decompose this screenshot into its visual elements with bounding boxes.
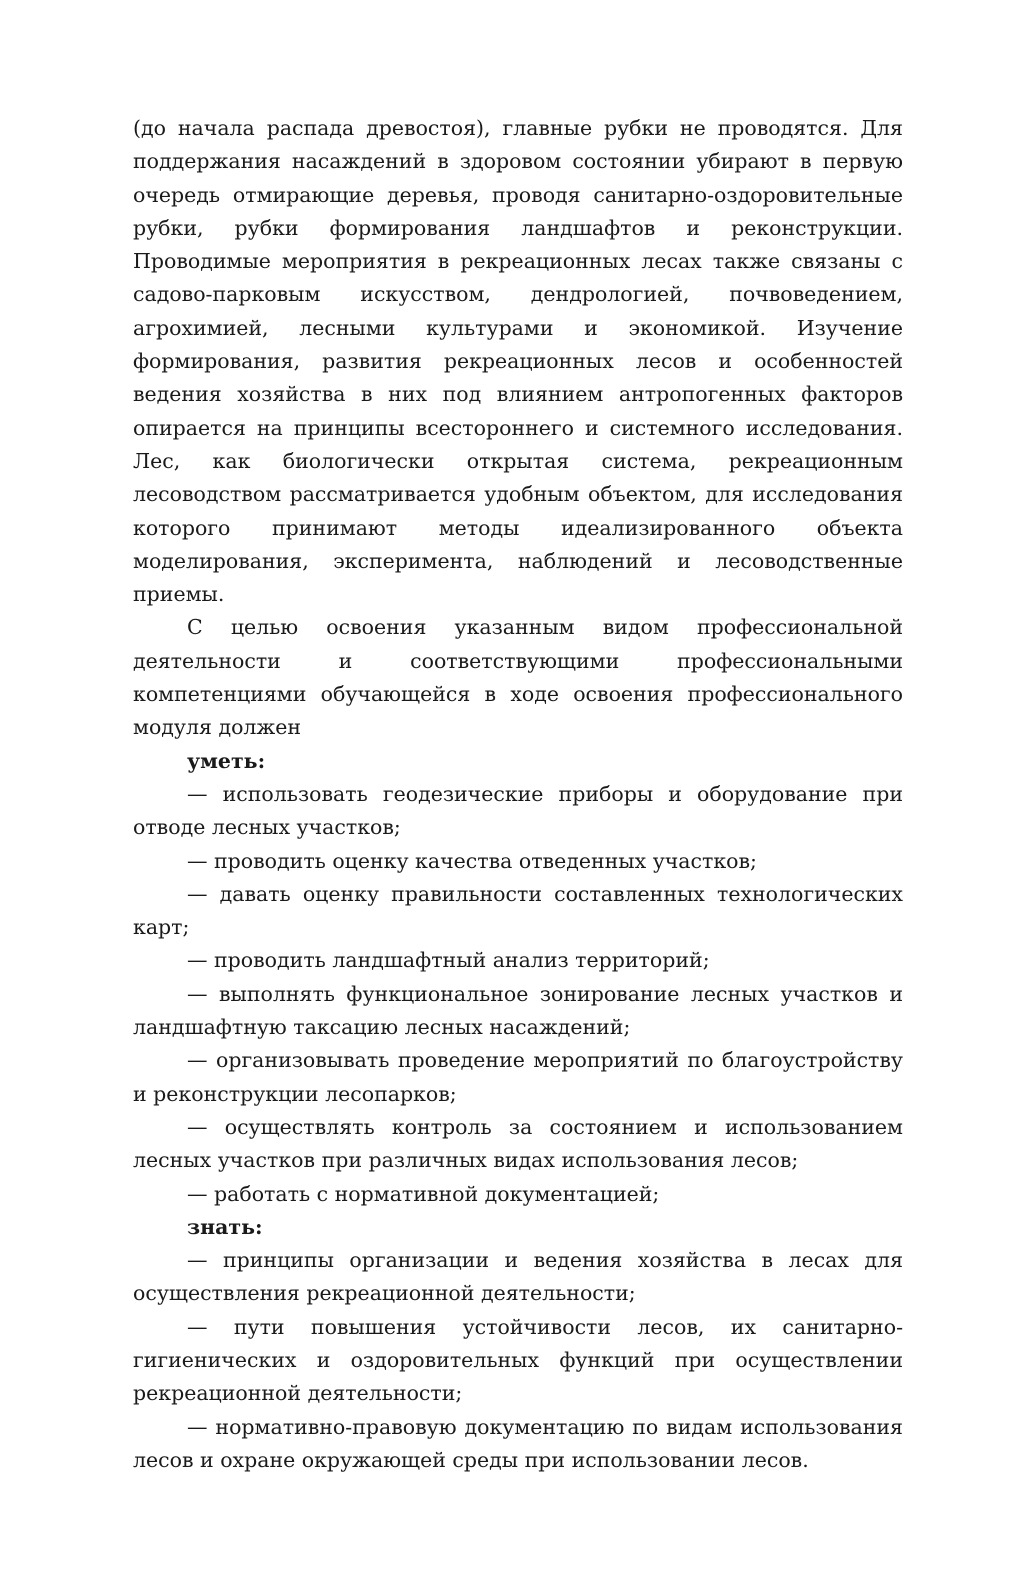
list-item: — нормативно-правовую документацию по видам использования лесов и охране окружающей среды при использовании лесов. bbox=[133, 1414, 903, 1472]
list-item: — проводить ландшафтный анализ территорий; bbox=[187, 948, 710, 973]
page-body bbox=[133, 112, 903, 1477]
list-item: — давать оценку правильности составленных технологических карт; bbox=[133, 881, 903, 940]
section-heading-znat: знать: bbox=[187, 1214, 263, 1239]
list-item: — проводить оценку качества отведенных участков; bbox=[187, 848, 757, 873]
section-heading-umet: уметь: bbox=[187, 748, 266, 773]
list-item: — осуществлять контроль за состоянием и использованием лесных участков при различных видах использования лесов; bbox=[133, 1114, 903, 1173]
intro-paragraph: С целью освоения указанным видом профессиональной деятельности и соответствующими профессиональными компетенциями обучающейся в ходе освоения профессионального модуля должен bbox=[133, 615, 903, 740]
continuation-paragraph: (до начала распада древостоя), главные рубки не проводятся. Для поддержания насаждений в здоровом состоянии убирают в первую очередь отмирающие деревья, проводя санитарно-оздоровительные рубки, рубки формирования ландшафтов и реконструкции. Проводимые мероприятия в рекреационных лесах также связаны с садово-парковым искусством, дендрологией, почвоведением, агрохимией, лесными культурами и экономикой. Изучение формирования, развития рекреационных лесов и особенностей ведения хозяйства в них под влиянием антропогенных факторов опирается на принципы всестороннего и системного исследования. Лес, как биологически открытая система, рекреационным лесоводством рассматривается удобным объектом, для исследования которого принимают методы идеализированного объекта моделирования, эксперимента, наблюдений и лесоводственные приемы. bbox=[133, 116, 903, 607]
list-item: — выполнять функциональное зонирование лесных участков и ландшафтную таксацию лесных насаждений; bbox=[133, 981, 903, 1040]
list-item: — принципы организации и ведения хозяйства в лесах для осуществления рекреационной деятельности; bbox=[133, 1248, 903, 1306]
list-item: — использовать геодезические приборы и оборудование при отводе лесных участков; bbox=[133, 781, 903, 840]
list-item: — работать с нормативной документацией; bbox=[187, 1181, 660, 1206]
list-item: — организовывать проведение мероприятий по благоустройству и реконструкции лесопарков; bbox=[133, 1048, 903, 1106]
list-item: — пути повышения устойчивости лесов, их санитарно-гигиенических и оздоровительных функций при осуществлении рекреационной деятельности; bbox=[133, 1314, 903, 1406]
